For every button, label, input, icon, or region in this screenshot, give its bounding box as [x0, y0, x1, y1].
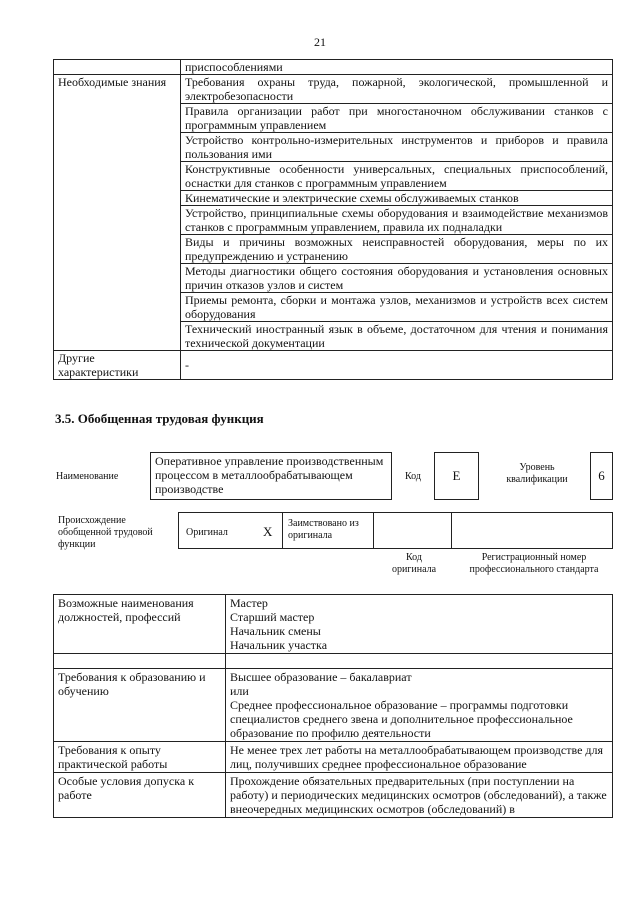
- knowledge-item: Приемы ремонта, сборки и монтажа узлов, механизмов и устройств всех систем оборудования: [181, 293, 613, 322]
- knowledge-label: Необходимые знания: [54, 75, 181, 351]
- experience-label: Требования к опыту практической работы: [54, 742, 226, 773]
- page-number: 21: [314, 35, 326, 49]
- education-line: Высшее образование – бакалавриат: [230, 670, 412, 684]
- experience-value: Не менее трех лет работы на металлообрабатывающем производстве для лиц, получивших среднее профессиональное образование: [226, 742, 613, 773]
- reg-caption: Регистрационный номер профессионального стандарта: [469, 552, 599, 575]
- special-conditions-value: Прохождение обязательных предварительных (при поступлении на работу) и периодических медицинских осмотров (обследований), а также внеочередных медицинских осмотров (обследований) в: [226, 773, 613, 818]
- original-label: Оригинал: [186, 527, 228, 538]
- name-label: Наименование: [56, 471, 119, 482]
- position-item: Мастер: [230, 596, 268, 610]
- origin-divider: [282, 512, 283, 549]
- other-characteristics-label: Другие характеристики: [54, 351, 181, 380]
- education-cell: [226, 669, 613, 742]
- position-item: Начальник участка: [230, 638, 328, 652]
- knowledge-item: Конструктивные особенности универсальных, специальных приспособлений, оснастки для станков с программным управлением: [181, 162, 613, 191]
- positions-label: Возможные наименования должностей, профессий: [54, 595, 226, 654]
- knowledge-item: Правила организации работ при многостаночном обслуживании станков с программным управлением: [181, 104, 613, 133]
- name-value: Оперативное управление производственным процессом в металлообрабатывающем производстве: [150, 452, 392, 500]
- code-value: E: [434, 452, 479, 500]
- knowledge-table: [53, 59, 613, 380]
- origin-divider: [451, 512, 452, 549]
- requirements-table: [53, 594, 613, 818]
- original-mark: X: [263, 524, 273, 539]
- other-characteristics-value: -: [181, 351, 613, 380]
- knowledge-item: Устройство, принципиальные схемы оборудования и взаимодействие механизмов станков с программным управлением, правила их подналадки: [181, 206, 613, 235]
- level-value: 6: [590, 452, 613, 500]
- knowledge-item: Методы диагностики общего состояния оборудования и установления основных причин отказов узлов и систем: [181, 264, 613, 293]
- knowledge-item: Требования охраны труда, пожарной, экологической, промышленной и электробезопасности: [181, 75, 613, 104]
- positions-cell: [226, 595, 613, 654]
- spacer-cell: [226, 654, 613, 669]
- education-line: Среднее профессиональное образование – программы подготовки специалистов среднего звена и дополнительное профессиональное образование по профилю деятельности: [230, 698, 573, 740]
- knowledge-top-fragment: приспособлениями: [181, 60, 613, 75]
- borrowed-label: Заимствовано из оригинала: [288, 518, 359, 541]
- knowledge-item: Виды и причины возможных неисправностей оборудования, меры по их предупреждению и устранению: [181, 235, 613, 264]
- knowledge-fragment-label-cell: [54, 60, 181, 75]
- education-label: Требования к образованию и обучению: [54, 669, 226, 742]
- code-caption: Код оригинала: [391, 552, 437, 575]
- code-label: Код: [405, 471, 421, 482]
- position-item: Старший мастер: [230, 610, 315, 624]
- spacer-cell: [54, 654, 226, 669]
- origin-box: [178, 512, 613, 549]
- level-label: Уровень квалификации: [506, 462, 568, 485]
- knowledge-item: Технический иностранный язык в объеме, достаточном для чтения и понимания технической документации: [181, 322, 613, 351]
- special-conditions-label: Особые условия допуска к работе: [54, 773, 226, 818]
- position-item: Начальник смены: [230, 624, 321, 638]
- education-line: или: [230, 684, 249, 698]
- knowledge-item: Кинематические и электрические схемы обслуживаемых станков: [181, 191, 613, 206]
- section-heading: 3.5. Обобщенная трудовая функция: [55, 411, 264, 426]
- origin-label: Происхождение обобщенной трудовой функции: [58, 515, 153, 550]
- knowledge-item: Устройство контрольно-измерительных инструментов и приборов и правила пользования ими: [181, 133, 613, 162]
- origin-divider: [373, 512, 374, 549]
